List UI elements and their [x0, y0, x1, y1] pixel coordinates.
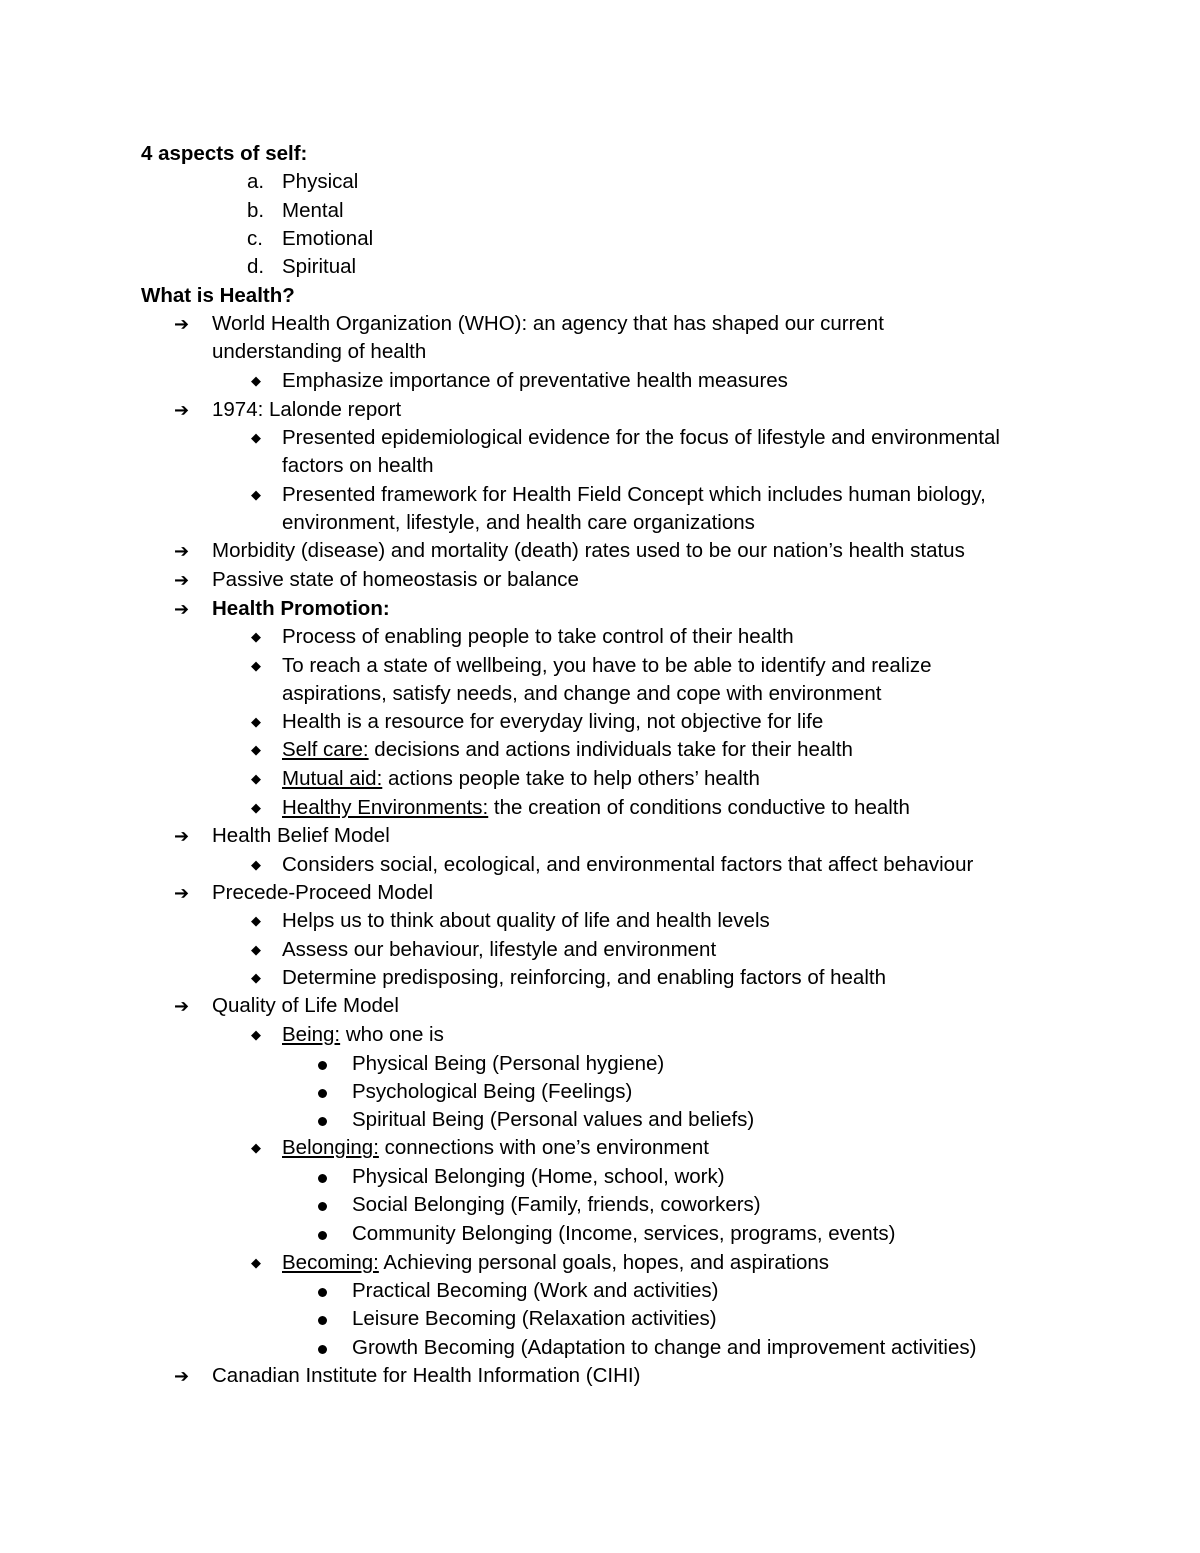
list-item-continuation	[0, 452, 1200, 480]
list-item	[0, 310, 1200, 338]
list-item	[0, 1163, 1200, 1191]
list-item-text: aspirations, satisfy needs, and change and cope with environment	[282, 682, 882, 705]
list-item-text	[282, 1134, 709, 1162]
list-item	[0, 936, 1200, 964]
list-item	[0, 1362, 1200, 1390]
term: Being:	[282, 1023, 341, 1046]
list-item-text: factors on health	[282, 454, 434, 477]
list-item	[0, 481, 1200, 509]
list-item	[0, 1220, 1200, 1248]
diamond-bullet-icon: ◆	[251, 1027, 261, 1042]
list-item	[0, 396, 1200, 424]
list-item-text: Process of enabling people to take control of their health	[282, 625, 794, 648]
list-item-text: environment, lifestyle, and health care organizations	[282, 511, 755, 534]
list-item	[0, 1334, 1200, 1362]
diamond-bullet-icon: ◆	[251, 742, 261, 757]
list-marker: c.	[247, 227, 263, 250]
list-item-text: 1974: Lalonde report	[212, 398, 402, 421]
list-item-text	[282, 736, 853, 764]
list-item-text: Psychological Being (Feelings)	[352, 1080, 633, 1103]
list-item-continuation	[0, 509, 1200, 537]
list-item	[0, 964, 1200, 992]
list-item-text	[282, 794, 910, 822]
list-item	[0, 708, 1200, 736]
list-item-text: understanding of health	[212, 340, 427, 363]
arrow-bullet-icon: ➔	[174, 826, 190, 846]
list-item-text: Leisure Becoming (Relaxation activities)	[352, 1307, 717, 1330]
list-item-text: Spiritual	[282, 255, 357, 278]
list-item-text: Presented epidemiological evidence for the focus of lifestyle and environmental	[282, 426, 1000, 449]
list-item	[0, 537, 1200, 565]
arrow-bullet-icon: ➔	[174, 996, 190, 1016]
definition: actions people take to help others’ health	[382, 767, 760, 790]
list-item-text: Emphasize importance of preventative health measures	[282, 369, 788, 392]
arrow-bullet-icon: ➔	[174, 1366, 190, 1386]
list-item	[0, 822, 1200, 850]
list-item	[0, 1277, 1200, 1305]
list-item-text: Passive state of homeostasis or balance	[212, 568, 579, 591]
list-item	[0, 736, 1200, 764]
list-item	[0, 652, 1200, 680]
list-item	[0, 623, 1200, 651]
arrow-bullet-icon: ➔	[174, 541, 190, 561]
list-item	[0, 595, 1200, 623]
list-item	[0, 197, 1200, 225]
list-item-text: Health Promotion:	[212, 597, 390, 620]
list-item	[0, 794, 1200, 822]
diamond-bullet-icon: ◆	[251, 430, 261, 445]
dot-bullet-icon	[318, 1316, 327, 1325]
definition: the creation of conditions conductive to health	[488, 796, 910, 819]
list-item	[0, 765, 1200, 793]
definition: who one is	[340, 1023, 444, 1046]
list-item	[0, 424, 1200, 452]
diamond-bullet-icon: ◆	[251, 629, 261, 644]
aspects-heading: 4 aspects of self:	[141, 142, 308, 165]
diamond-bullet-icon: ◆	[251, 373, 261, 388]
list-item	[0, 1106, 1200, 1134]
list-item-text: To reach a state of wellbeing, you have to be able to identify and realize	[282, 654, 932, 677]
list-item-text: Precede-Proceed Model	[212, 881, 434, 904]
term: Healthy Environments:	[282, 796, 489, 819]
list-item-continuation	[0, 338, 1200, 366]
diamond-bullet-icon: ◆	[251, 771, 261, 786]
diamond-bullet-icon: ◆	[251, 913, 261, 928]
list-item	[0, 225, 1200, 253]
list-item-text: World Health Organization (WHO): an agency that has shaped our current	[212, 312, 884, 335]
term: Self care:	[282, 738, 369, 761]
list-item-text: Morbidity (disease) and mortality (death) rates used to be our nation’s health status	[212, 539, 965, 562]
list-item	[0, 1134, 1200, 1162]
list-item-text: Presented framework for Health Field Concept which includes human biology,	[282, 483, 986, 506]
list-item	[0, 253, 1200, 281]
dot-bullet-icon	[318, 1231, 327, 1240]
list-item-text: Determine predisposing, reinforcing, and enabling factors of health	[282, 966, 886, 989]
list-item-text: Physical Belonging (Home, school, work)	[352, 1165, 725, 1188]
health-heading-line	[0, 282, 1200, 310]
list-item	[0, 168, 1200, 196]
list-item	[0, 851, 1200, 879]
list-item	[0, 1021, 1200, 1049]
list-item	[0, 1249, 1200, 1277]
list-item-text: Health is a resource for everyday living, not objective for life	[282, 710, 824, 733]
list-item-text: Community Belonging (Income, services, programs, events)	[352, 1222, 896, 1245]
list-item-text: Emotional	[282, 227, 374, 250]
list-item-text: Canadian Institute for Health Information (CIHI)	[212, 1364, 641, 1387]
list-item	[0, 1305, 1200, 1333]
list-item	[0, 879, 1200, 907]
list-item-text	[282, 1021, 444, 1049]
list-item-text: Mental	[282, 199, 344, 222]
list-item-text: Health Belief Model	[212, 824, 390, 847]
list-item-text: Physical	[282, 170, 359, 193]
diamond-bullet-icon: ◆	[251, 487, 261, 502]
list-item	[0, 1191, 1200, 1219]
arrow-bullet-icon: ➔	[174, 883, 190, 903]
diamond-bullet-icon: ◆	[251, 658, 261, 673]
term: Mutual aid:	[282, 767, 383, 790]
list-item-text: Considers social, ecological, and environmental factors that affect behaviour	[282, 853, 974, 876]
definition: Achieving personal goals, hopes, and aspirations	[378, 1251, 830, 1274]
list-marker: a.	[247, 170, 265, 193]
list-item-text: Practical Becoming (Work and activities)	[352, 1279, 719, 1302]
list-item-text: Growth Becoming (Adaptation to change and improvement activities)	[352, 1336, 977, 1359]
diamond-bullet-icon: ◆	[251, 714, 261, 729]
list-item-text: Helps us to think about quality of life and health levels	[282, 909, 770, 932]
arrow-bullet-icon: ➔	[174, 570, 190, 590]
list-item-continuation	[0, 680, 1200, 708]
definition: decisions and actions individuals take for their health	[368, 738, 853, 761]
term: Becoming:	[282, 1251, 379, 1274]
diamond-bullet-icon: ◆	[251, 1255, 261, 1270]
list-item	[0, 1050, 1200, 1078]
diamond-bullet-icon: ◆	[251, 857, 261, 872]
health-heading: What is Health?	[141, 284, 295, 307]
list-item	[0, 992, 1200, 1020]
list-item-text: Social Belonging (Family, friends, coworkers)	[352, 1193, 761, 1216]
list-item-text: Physical Being (Personal hygiene)	[352, 1052, 665, 1075]
term: Belonging:	[282, 1136, 379, 1159]
list-item	[0, 566, 1200, 594]
dot-bullet-icon	[318, 1089, 327, 1098]
list-item-text	[282, 1249, 829, 1277]
list-item	[0, 1078, 1200, 1106]
diamond-bullet-icon: ◆	[251, 1140, 261, 1155]
aspects-heading-line	[0, 140, 1200, 168]
arrow-bullet-icon: ➔	[174, 314, 190, 334]
diamond-bullet-icon: ◆	[251, 942, 261, 957]
list-marker: d.	[247, 255, 265, 278]
dot-bullet-icon	[318, 1174, 327, 1183]
dot-bullet-icon	[318, 1202, 327, 1211]
list-item-text: Assess our behaviour, lifestyle and environment	[282, 938, 717, 961]
list-item-text: Spiritual Being (Personal values and beliefs)	[352, 1108, 755, 1131]
dot-bullet-icon	[318, 1345, 327, 1354]
list-item	[0, 367, 1200, 395]
arrow-bullet-icon: ➔	[174, 400, 190, 420]
diamond-bullet-icon: ◆	[251, 970, 261, 985]
definition: connections with one’s environment	[378, 1136, 709, 1159]
list-item-text: Quality of Life Model	[212, 994, 399, 1017]
dot-bullet-icon	[318, 1288, 327, 1297]
dot-bullet-icon	[318, 1117, 327, 1126]
arrow-bullet-icon: ➔	[174, 599, 190, 619]
list-marker: b.	[247, 199, 265, 222]
dot-bullet-icon	[318, 1061, 327, 1070]
list-item-text	[282, 765, 760, 793]
diamond-bullet-icon: ◆	[251, 800, 261, 815]
list-item	[0, 907, 1200, 935]
